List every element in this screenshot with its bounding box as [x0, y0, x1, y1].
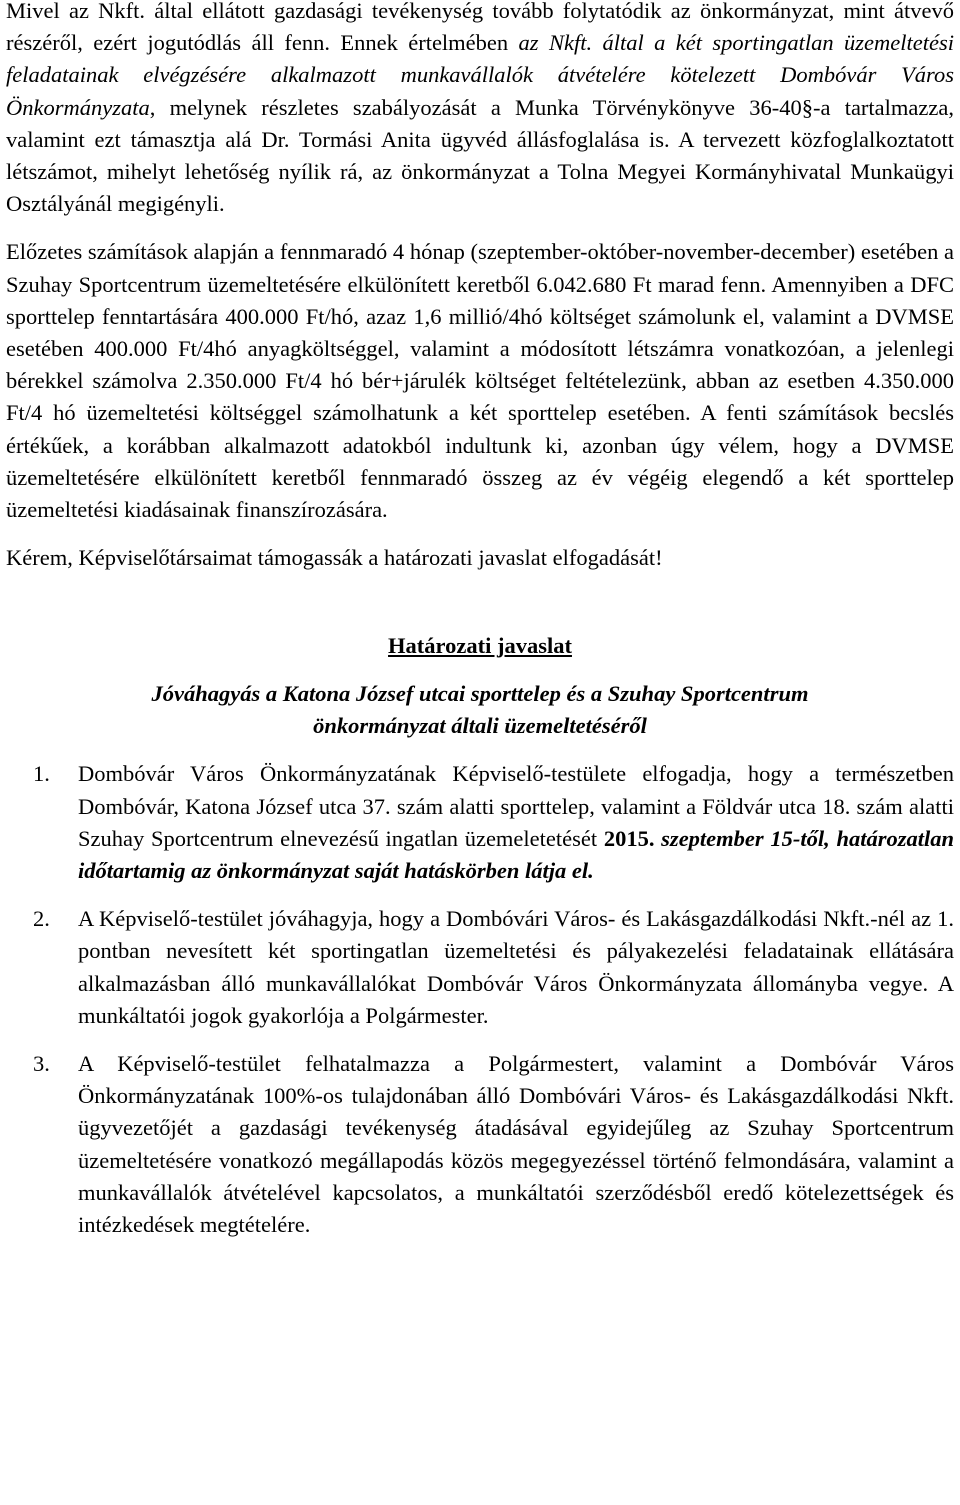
paragraph-succession-italic: az Nkft. által a két sportingatlan üzemeltetési feladatainak elvégzésére alkalmazott munkavállalók átvételére kötelezett Dombóvár Város Önkormányzata [6, 30, 954, 120]
item-text: A Képviselő-testület felhatalmazza a Polgármestert, valamint a Dombóvár Város Önkormányzatának 100%-os tulajdonában álló Dombóvári Város- és Lakásgazdálkodási Nkft. ügyvezetőjét a gazdasági tevékenység átadásával egyidejűleg az Szuhay Sportcentrum üzemeltetésére vonatkozó megállapodás közös megegyezéssel történő felmondására, valamint a munkavállalók átvételével kapcsolatos, a munkáltatói szerződésből eredő kötelezettségek és intézkedések megtételére. [78, 1051, 954, 1238]
item-text-plain: Dombóvár Város Önkormányzatának Képviselő-testülete elfogadja, hogy a természetben Dombóvár, Katona József utca 37. szám alatti sporttelep, valamint a Földvár utca 18. szám alatti Szuhay Sportcentrum elnevezésű ingatlan üzemeletetését [78, 761, 954, 851]
item-text-bold: 2015. [603, 825, 655, 851]
resolution-item-1 [6, 758, 954, 887]
item-number: 2. [33, 906, 50, 932]
item-number: 1. [33, 761, 50, 787]
paragraph-calculations: Előzetes számítások alapján a fennmaradó 4 hónap (szeptember-október-november-december) esetében a Szuhay Sportcentrum üzemeltetésére elkülönített keretből 6.042.680 Ft marad fenn. Amennyiben a DFC sporttelep fenntartására 400.000 Ft/hó, azaz 1,6 millió/4hó költséget számolunk el, valamint a DVMSE esetében 400.000 Ft/4hó anyagköltséggel, valamint a módosított létszámra vonatkozóan, a jelenlegi bérekkel számolva 2.350.000 Ft/4 hó bér+járulék költséget feltételezünk, abban az esetben 4.350.000 Ft/4 hó üzemeltetési költséggel számolhatunk a két sporttelep esetében. A fenti számítások becslés értékűek, a korábban alkalmazott adatokból indultunk ki, azonban úgy vélem, hogy a DVMSE üzemeltetésére elkülönített keretből fennmaradó összeg az év végéig elegendő a két sporttelep üzemeltetési kiadásainak finanszírozására. [6, 239, 954, 523]
resolution-subtitle-line2: önkormányzat általi üzemeltetéséről [313, 713, 647, 739]
resolution-item-2 [6, 903, 954, 1032]
resolution-subtitle-line1: Jóváhagyás a Katona József utcai sporttelep és a Szuhay Sportcentrum [151, 681, 809, 707]
item-text [78, 758, 954, 887]
item-text: A Képviselő-testület jóváhagyja, hogy a Dombóvári Város- és Lakásgazdálkodási Nkft.-nél az 1. pontban nevesített két sportingatlan üzemeltetési és pályakezelési feladatainak ellátására alkalmazásban álló munkavállalókat Dombóvár Város Önkormányzata állományba vegye. A munkáltatói jogok gyakorlója a Polgármester. [78, 906, 954, 1028]
document-page [6, 0, 954, 1241]
resolution-heading: Határozati javaslat [388, 633, 572, 659]
resolution-item-3 [6, 1048, 954, 1241]
paragraph-succession-text-c: , melynek részletes szabályozását a Munka Törvénykönyve 36-40§-a tartalmazza, valamint ezt támasztja alá Dr. Tormási Anita ügyvéd állásfoglalása is. A tervezett közfoglalkoztatott létszámot, mihelyt lehetőség nyílik rá, az önkormányzat a Tolna Megyei Kormányhivatal Munkaügyi Osztályánál megigényli. [6, 94, 954, 217]
paragraph-succession-text-a: Mivel az Nkft. által ellátott gazdasági tevékenység tovább folytatódik az önkormányzat, mint átvevő részéről, ezért jogutódlás áll fenn. Ennek értelmében [6, 0, 954, 56]
paragraph-succession [6, 0, 954, 220]
paragraph-request: Kérem, Képviselőtársaimat támogassák a határozati javaslat elfogadását! [6, 545, 663, 571]
item-text-bold-italic: szeptember 15-től, határozatlan időtartamig az önkormányzat saját hatáskörben látja el. [78, 825, 954, 884]
item-number: 3. [33, 1051, 50, 1077]
